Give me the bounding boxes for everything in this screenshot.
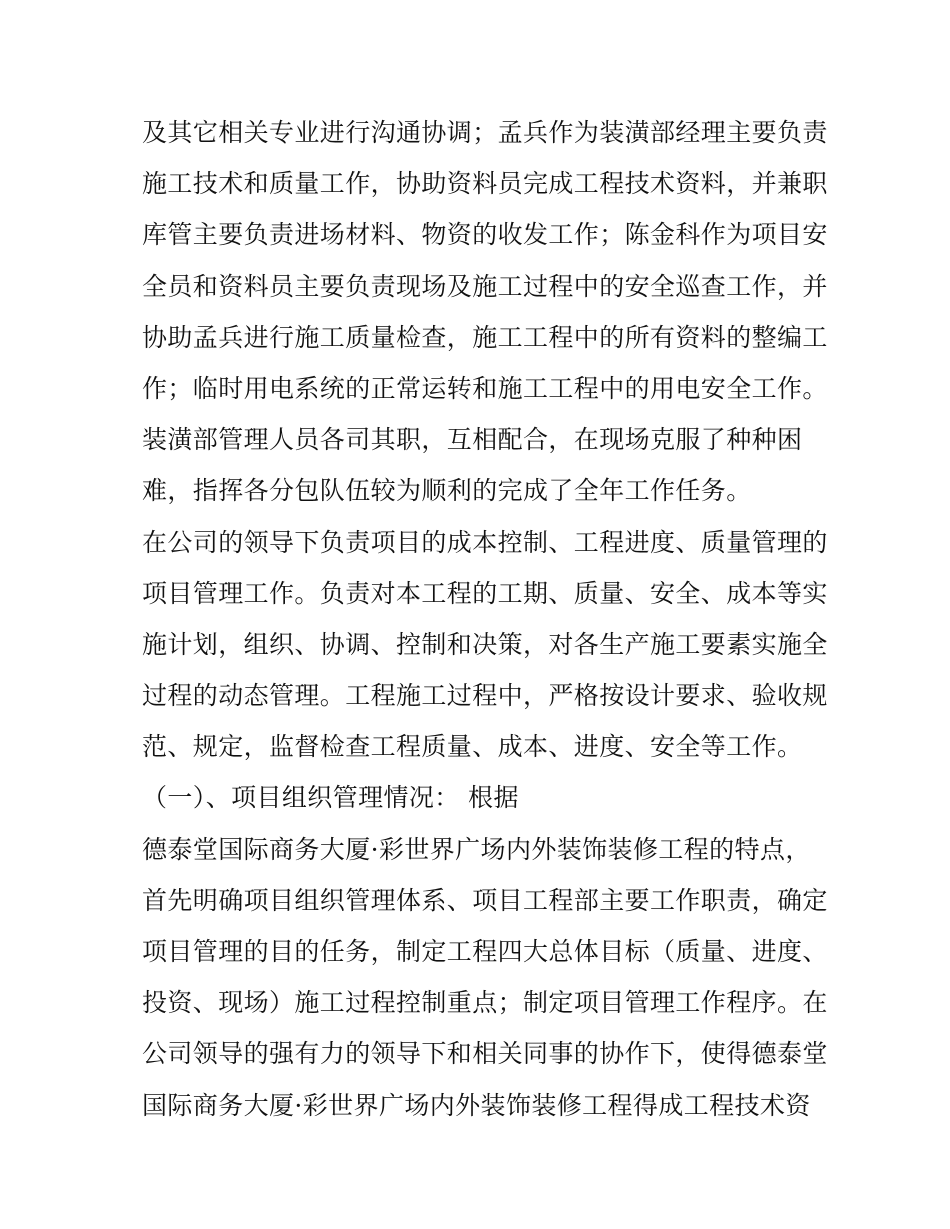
text-line: 作；临时用电系统的正常运转和施工工程中的用电安全工作。: [142, 373, 828, 403]
body-text: [142, 107, 828, 1131]
text-line: 范、规定，监督检查工程质量、成本、进度、安全等工作。: [142, 732, 803, 762]
text-line: 项目管理的目的任务，制定工程四大总体目标（质量、进度、: [142, 937, 828, 966]
text-line: 施工技术和质量工作，协助资料员完成工程技术资料，并兼职: [142, 169, 828, 199]
text-line: 在公司的领导下负责项目的成本控制、工程进度、质量管理的: [142, 527, 828, 557]
text-line: 国际商务大厦·彩世界广场内外装饰装修工程得成工程技术资: [142, 1090, 811, 1120]
text-line: 施计划，组织、协调、控制和决策，对各生产施工要素实施全: [142, 629, 828, 659]
text-line: 库管主要负责进场材料、物资的收发工作；陈金科作为项目安: [142, 220, 828, 250]
section-heading: （一）、项目组织管理情况： 根据: [142, 783, 519, 813]
text-line: 德泰堂国际商务大厦·彩世界广场内外装饰装修工程的特点，: [142, 834, 811, 864]
text-line: 投资、现场）施工过程控制重点；制定项目管理工作程序。在: [142, 988, 828, 1018]
text-line: 全员和资料员主要负责现场及施工过程中的安全巡查工作，并: [142, 271, 828, 301]
text-line: 过程的动态管理。工程施工过程中，严格按设计要求、验收规: [142, 681, 828, 711]
text-line: 装潢部管理人员各司其职，互相配合，在现场克服了种种困: [142, 425, 803, 455]
text-line: 公司领导的强有力的领导下和相关同事的协作下，使得德泰堂: [142, 1039, 828, 1069]
text-line: 项目管理工作。负责对本工程的工期、质量、安全、成本等实: [142, 578, 828, 608]
text-line: 首先明确项目组织管理体系、项目工程部主要工作职责，确定: [142, 885, 828, 915]
text-line: 及其它相关专业进行沟通协调；孟兵作为装潢部经理主要负责: [142, 118, 828, 147]
text-line: 协助孟兵进行施工质量检查，施工工程中的所有资料的整编工: [142, 322, 828, 352]
text-line: 难，指挥各分包队伍较为顺利的完成了全年工作任务。: [142, 476, 752, 506]
